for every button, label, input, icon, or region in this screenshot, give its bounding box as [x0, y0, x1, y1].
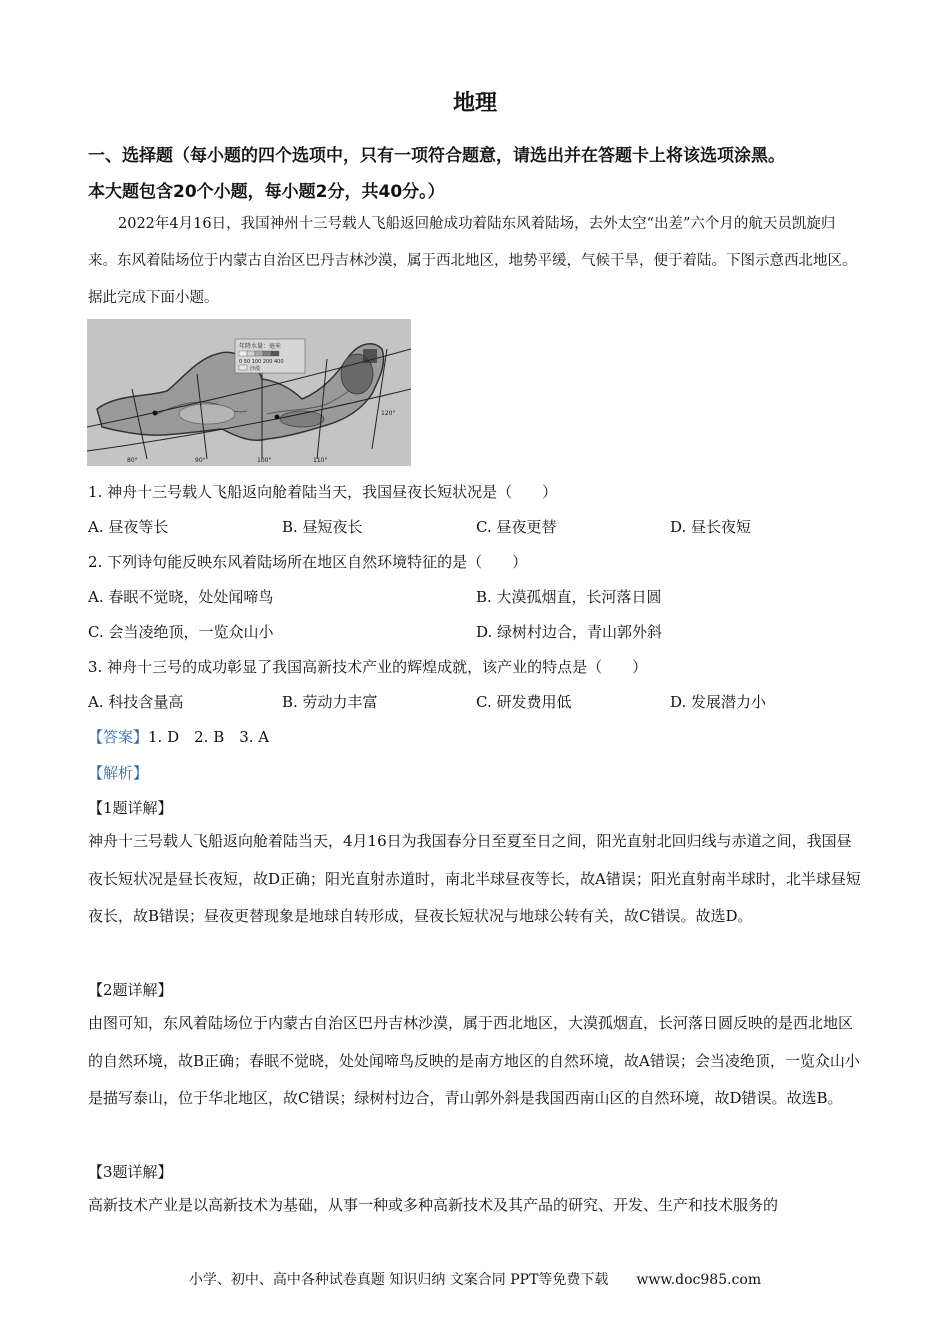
city-marker: [275, 415, 280, 420]
question-2-options-row1: [88, 585, 868, 609]
section-heading-line2: 本大题包含20个小题，每小题2分，共40分。）: [88, 182, 445, 202]
option-a: A. 昼夜等长: [88, 518, 169, 536]
legend-title: 年降水量：毫米: [239, 343, 282, 350]
question-3-options: [88, 690, 868, 714]
northwest-region-map: [87, 319, 411, 466]
detail-2-text: 由图可知，东风着陆场位于内蒙古自治区巴丹吉林沙漠，属于西北地区，大漠孤烟直，长河落日圆反映的是西北地区的自然环境，故B正确；春眠不觉晓，处处闻啼鸟反映的是南方地区的自然环境，故A错误；会当凌绝顶，一览众山小是描写泰山，位于华北地区，故C错误；绿树村边合，青山郭外斜是我国西南山区的自然环境，故D错误。故选B。: [88, 1014, 860, 1107]
option-b: B. 劳动力丰富: [282, 693, 378, 711]
detail-1-text: 神舟十三号载人飞船返向舱着陆当天，4月16日为我国春分日至夏至日之间，阳光直射北回归线与赤道之间，我国昼夜长短状况是昼长夜短，故D正确；阳光直射赤道时，南北半球昼夜等长，故A错误；阳光直射南半球时，北半球昼短夜长，故B错误；昼夜更替现象是地球自转形成，昼夜长短状况与地球公转有关，故C错误。故选D。: [88, 832, 861, 925]
lon-label-110: 110°: [313, 457, 328, 464]
option-a: A. 科技含量高: [88, 693, 184, 711]
answer-tag: 【答案】: [88, 728, 149, 746]
page-footer: 小学、初中、高中各种试卷真题 知识归纳 文案合同 PPT等免费下载 www.doc985.com: [188, 1272, 762, 1288]
lon-label-80: 80°: [127, 457, 138, 464]
detail-2-heading: 【2题详解】: [88, 981, 173, 999]
question-2-options-row2: [88, 620, 868, 644]
option-b: B. 昼短夜长: [282, 518, 363, 536]
question-1-stem: 1. 神舟十三号载人飞船返向舱着陆当天，我国昼夜长短状况是（ ）: [88, 483, 558, 501]
option-c: C. 会当凌绝顶，一览众山小: [88, 623, 274, 641]
lon-label-120: 120°: [381, 410, 396, 417]
page-title: 地理: [452, 91, 497, 116]
legend-scale: 0 50 100 200 400: [239, 359, 284, 365]
intro-paragraph: 2022年4月16日，我国神州十三号载人飞船返回舱成功着陆东风着陆场，去外太空“出差”六个月的航天员凯旋归来。东风着陆场位于内蒙古自治区巴丹吉林沙漠，属于西北地区，地势平缓，气候干旱，便于着陆。下图示意西北地区。据此完成下面小题。: [88, 216, 857, 306]
legend-desert-label: 沙漠: [250, 366, 261, 372]
detail-3-heading: 【3题详解】: [88, 1163, 173, 1181]
option-d: D. 发展潜力小: [670, 693, 767, 711]
option-b: B. 大漠孤烟直，长河落日圆: [476, 588, 662, 606]
detail-1-heading: 【1题详解】: [88, 799, 173, 817]
lon-label-90: 90°: [195, 457, 206, 464]
detail-3-text: 高新技术产业是以高新技术为基础，从事一种或多种高新技术及其产品的研究、开发、生产和技术服务的: [88, 1196, 779, 1214]
answer-text: 1. D 2. B 3. A: [148, 728, 270, 746]
option-c: C. 研发费用低: [476, 693, 572, 711]
question-2-stem: 2. 下列诗句能反映东风着陆场所在地区自然环境特征的是（ ）: [88, 553, 528, 571]
analysis-tag: 【解析】: [88, 764, 149, 782]
question-1-options: [88, 515, 868, 539]
section-heading-line1: 一、选择题（每小题的四个选项中，只有一项符合题意，请选出并在答题卡上将该选项涂黑。: [88, 146, 785, 166]
option-d: D. 昼长夜短: [670, 518, 752, 536]
answer-line: [88, 725, 269, 749]
question-3-stem: 3. 神舟十三号的成功彰显了我国高新技术产业的辉煌成就，该产业的特点是（ ）: [88, 658, 648, 676]
city-marker: [153, 411, 158, 416]
option-a: A. 春眠不觉晓，处处闻啼鸟: [88, 588, 274, 606]
lon-label-100: 100°: [257, 457, 272, 464]
option-d: D. 绿树村边合，青山郭外斜: [476, 623, 663, 641]
option-c: C. 昼夜更替: [476, 518, 557, 536]
